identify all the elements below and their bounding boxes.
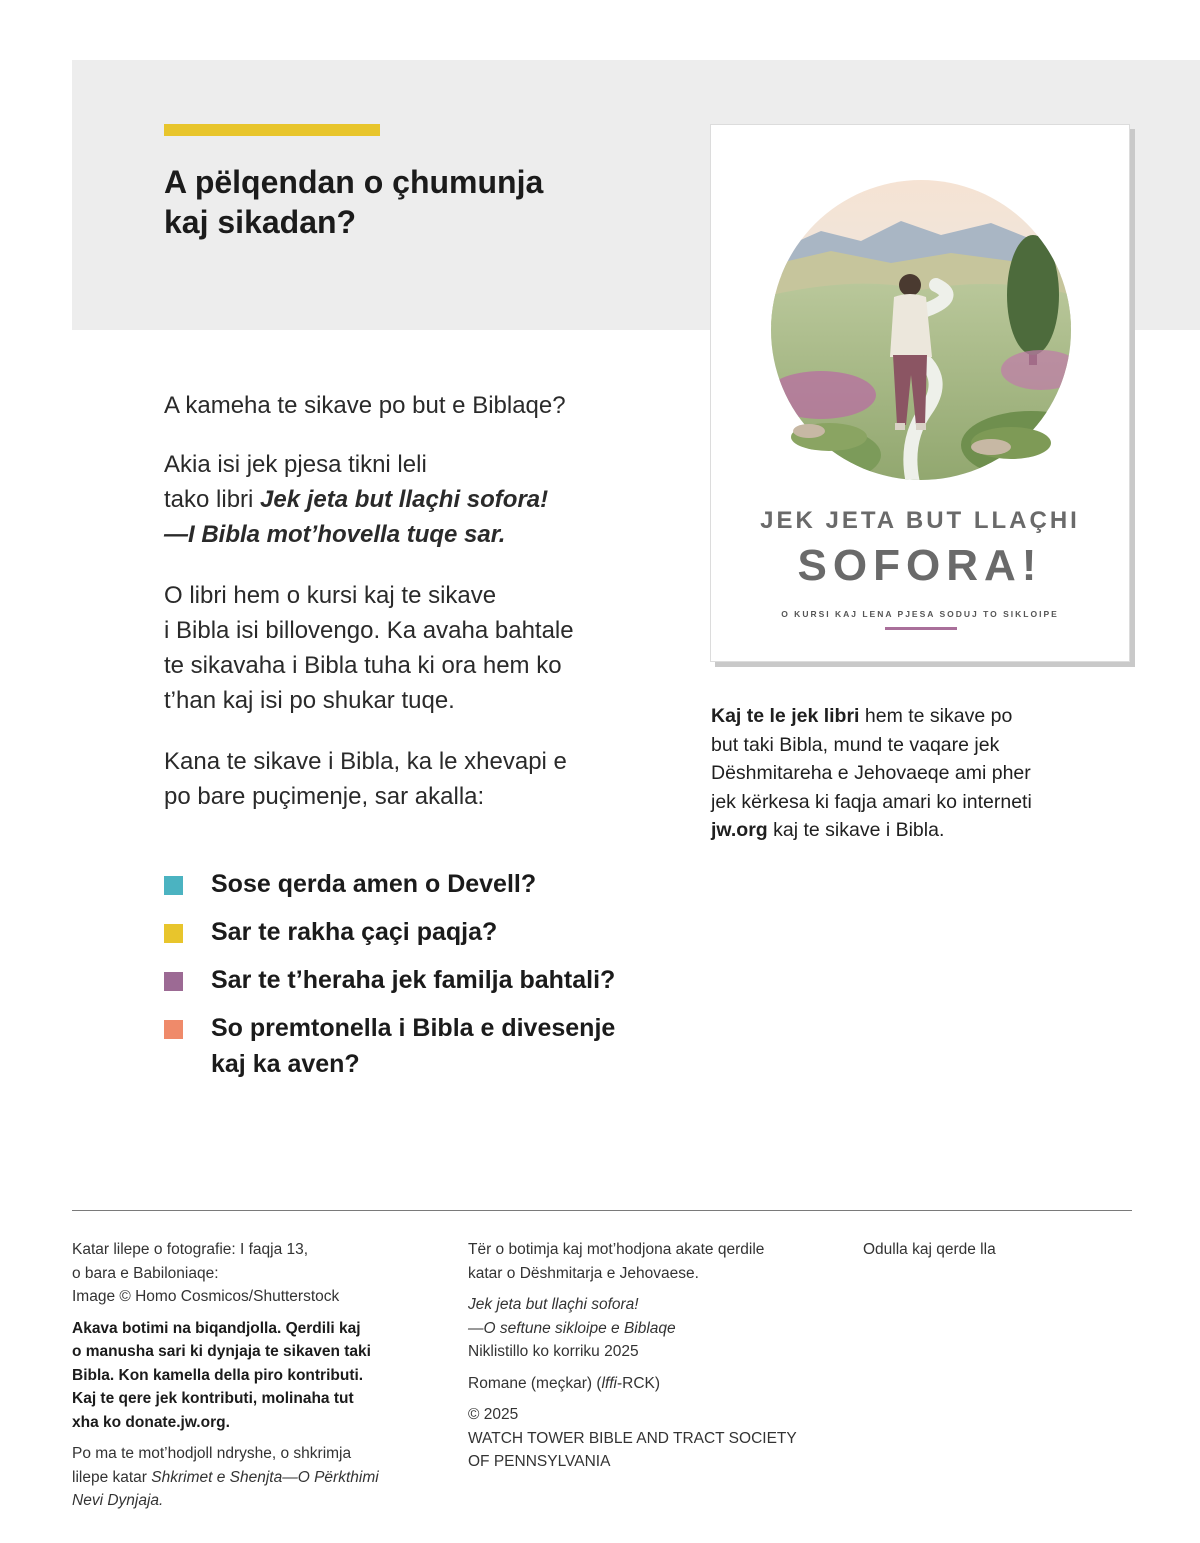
website-link[interactable]: jw.org bbox=[711, 819, 768, 841]
list-item: Sose qerda amen o Devell? bbox=[164, 866, 684, 902]
yellow-accent-bar bbox=[164, 124, 380, 136]
cover-title-line1: JEK JETA BUT LLAÇHI bbox=[760, 507, 1080, 534]
course-paragraph: O libri hem o kursi kaj te sikave i Bibla isi billovengo. Ka avaha bahtale te sikavaha i Bibla tuha ki ora hem ko t’han kaj isi po shukar tuqe. bbox=[164, 582, 574, 714]
intro-question: A kameha te sikave po but e Biblaqe? bbox=[164, 392, 566, 419]
list-item: So premtonella i Bibla e divesenje kaj ka aven? bbox=[164, 1010, 684, 1082]
intro-text bbox=[164, 388, 664, 814]
page-title: A pëlqendan o çhumunja kaj sikadan? bbox=[164, 164, 544, 240]
salmon-square-icon bbox=[164, 1020, 183, 1039]
book-subtitle: —I Bibla mot’hovella tuqe sar. bbox=[164, 521, 506, 548]
publisher-note: Tër o botimja kaj mot’hodjona akate qerdile katar o Dëshmitarja e Jehovaese. bbox=[468, 1241, 765, 1282]
footer-divider bbox=[72, 1210, 1132, 1211]
publication-info: Jek jeta but llaçhi sofora! —O seftune sikloipe e Biblaqe Niklistillo ko korriku 2025 bbox=[468, 1296, 676, 1360]
language-code: Romane (meçkar) (lffi-RCK) bbox=[468, 1374, 661, 1392]
footer-column-3 bbox=[863, 1238, 1123, 1270]
donation-note: Akava botimi na biqandjolla. Qerdili kaj o manusha sari ki dynjaja te sikaven taki Bibla. Kon kamella della piro kontributi. Kaj te qere jek kontributi, molinaha tut xha ko donate.jw.org. bbox=[72, 1319, 371, 1431]
purple-square-icon bbox=[164, 972, 183, 991]
sidebar-text: Kaj te le jek libri hem te sikave po but taki Bibla, mund te vaqare jek Dëshmitareha e Jehovaeqe ami pher jek kërkesa ki faqja amari ko interneti jw.org kaj te sikave i Bibla. bbox=[711, 705, 1032, 841]
footer-column-1 bbox=[72, 1238, 442, 1521]
footer-column-2 bbox=[468, 1238, 838, 1482]
list-item: Sar te t’heraha jek familja bahtali? bbox=[164, 962, 684, 998]
list-item: Sar te rakha çaçi paqja? bbox=[164, 914, 684, 950]
offer-paragraph: Akia isi jek pjesa tikni leli tako libri Jek jeta but llaçhi sofora! —I Bibla mot’hovella tuqe sar. bbox=[164, 447, 664, 552]
photo-credit: Katar lilepe o fotografie: I faqja 13, o bara e Babiloniaqe: Image © Homo Cosmicos/Shutterstock bbox=[72, 1241, 340, 1305]
copyright: © 2025 WATCH TOWER BIBLE AND TRACT SOCIETY OF PENNSYLVANIA bbox=[468, 1406, 797, 1470]
question-list bbox=[164, 866, 684, 1094]
teal-square-icon bbox=[164, 876, 183, 895]
yellow-square-icon bbox=[164, 924, 183, 943]
cover-accent-rule bbox=[885, 627, 957, 630]
scripture-note: Po ma te mot’hodjoll ndryshe, o shkrimja lilepe katar Shkrimet e Shenjta—O Përkthimi Nevi Dynjaja. bbox=[72, 1445, 379, 1509]
cover-subtitle: O KURSI KAJ LENA PJESA SODUJ TO SIKLOIPE bbox=[781, 609, 1059, 619]
cover-title-line2: SOFORA! bbox=[797, 541, 1043, 590]
book-title: Jek jeta but llaçhi sofora! bbox=[260, 486, 549, 513]
distributor-label: Odulla kaj qerde lla bbox=[863, 1241, 996, 1258]
questions-intro: Kana te sikave i Bibla, ka le xhevapi e po bare puçimenje, sar akalla: bbox=[164, 748, 567, 810]
book-cover bbox=[710, 124, 1130, 662]
